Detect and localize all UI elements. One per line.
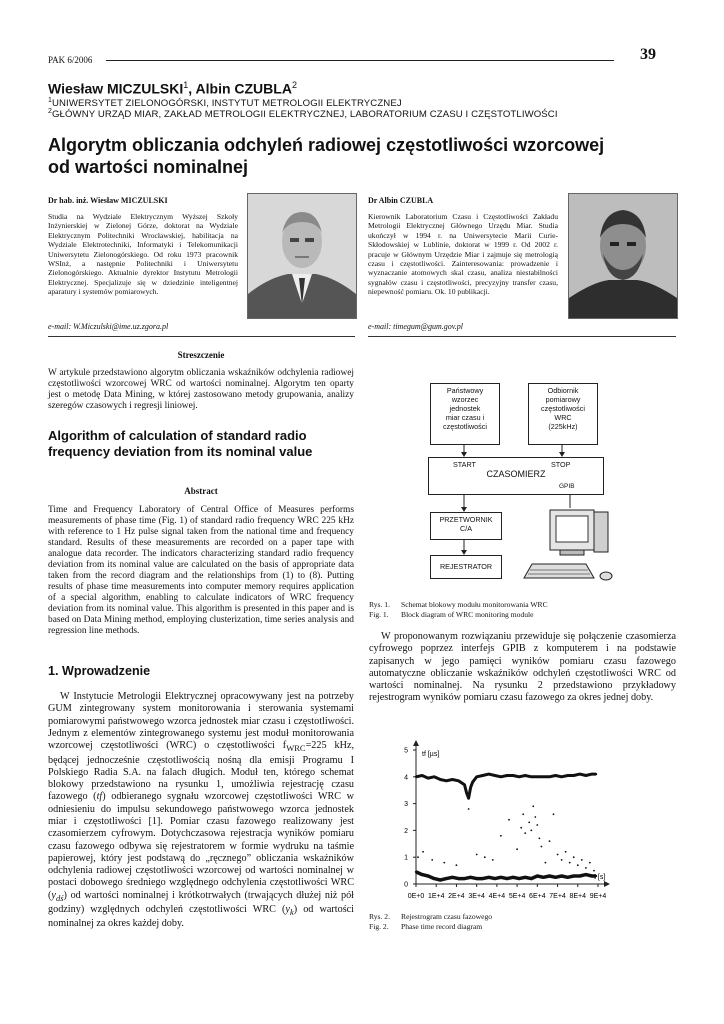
y-axis-arrow	[413, 740, 419, 746]
author-1: Wiesław MICZULSKI	[48, 80, 184, 97]
fig2-en-label: Fig. 2.	[369, 922, 389, 931]
data-point	[530, 877, 532, 879]
data-point	[494, 877, 496, 879]
data-point	[585, 873, 587, 875]
data-point	[506, 774, 508, 776]
box-converter	[430, 512, 502, 540]
converter-line-2: C/A	[460, 524, 472, 533]
data-point	[528, 822, 530, 824]
data-point	[536, 875, 538, 877]
data-point	[427, 777, 429, 779]
author-2-photo	[568, 193, 678, 319]
data-point	[581, 859, 583, 861]
data-point	[516, 848, 518, 850]
x-tick-label: 3E+4	[468, 893, 485, 900]
data-point	[476, 877, 478, 879]
data-point	[469, 786, 471, 788]
data-point	[463, 877, 465, 879]
data-point	[465, 792, 467, 794]
s1-tf: tf	[96, 791, 103, 803]
x-tick-label: 0E+0	[407, 893, 425, 900]
fig1-pl-label: Rys. 1.	[369, 600, 391, 609]
data-point	[567, 876, 569, 878]
bio-1-name: Dr hab. inż. Wiesław MICZULSKI	[48, 196, 168, 205]
data-point	[577, 864, 579, 866]
x-axis-arrow	[604, 881, 610, 887]
affiliation-2-text: GŁÓWNY URZĄD MIAR, ZAKŁAD METROLOGII ELEKTRYCZNEJ, LABORATORIUM CZASU I CZĘSTOTLIWOŚCI	[52, 109, 558, 121]
box-national-standard	[430, 383, 500, 445]
data-point	[508, 819, 510, 821]
streszczenie-text: W artykule przedstawiono algorytm obliczania wskaźników odchylenia radiowej częstotliwości wzorcowej WRC od wartości nominalnej. Algorytm ten oparty jest o metodę Data Mining, w której zastosowano metody grupowania, analizy szeregów czasowych i regresji liniowej.	[48, 368, 354, 411]
fig1-en-label: Fig. 1.	[369, 610, 389, 619]
x-tick-label: 9E+4	[589, 893, 607, 900]
data-point	[422, 851, 424, 853]
english-title: Algorithm of calculation of standard radio frequency deviation from its nominal value	[48, 428, 313, 459]
abstract-text: Time and Frequency Laboratory of Central Office of Measures performs measurements of phase time (Fig. 1) of standard radio frequency WRC 225 kHz with reference to 1 Hz pulse signal taken from the national time and frequency standard. Results of these measurements are recorded on a paper tape with analogue data recorder. The indicators characterizing standard radio frequency deviation from its nominal value are calculated on the basis of appropriate data taken from the record diagram and the relationships from (1) to (8). Putting results of phase time measurements into computer memory requires application of a special algorithm, enabling to calculate indicators of WRC frequency deviation from its nominal value. This algorithm is presented in this paper and is based on Data Mining method, employing clusterization, time series analysis and regression line methods.	[48, 505, 354, 636]
data-point	[554, 876, 556, 878]
data-point	[579, 875, 581, 877]
box-standard-line-1: Państwowy	[446, 386, 484, 395]
data-point	[534, 816, 536, 818]
chart-axes	[413, 740, 610, 887]
data-point	[557, 854, 559, 856]
streszczenie-heading: Streszczenie	[177, 350, 225, 360]
authors-line	[48, 80, 297, 97]
y-tick-label: 2	[404, 827, 408, 835]
data-point	[536, 776, 538, 778]
data-point	[524, 774, 526, 776]
data-point	[488, 876, 490, 878]
fig2-pl-text: Rejestrogram czasu fazowego	[401, 912, 493, 921]
x-tick-label: 7E+4	[549, 893, 566, 900]
data-point	[457, 780, 459, 782]
data-point	[522, 813, 524, 815]
data-point	[506, 877, 508, 879]
data-point	[468, 808, 470, 810]
x-tick-label: 2E+4	[448, 893, 465, 900]
fig1-pl-text: Schemat blokowy modułu monitorowania WRC	[401, 600, 548, 609]
data-point	[471, 781, 473, 783]
data-point	[500, 835, 502, 837]
data-point	[593, 870, 595, 872]
data-point	[433, 776, 435, 778]
s1-sub-wrc: WRC	[286, 743, 306, 754]
data-point	[482, 774, 484, 776]
data-point	[445, 780, 447, 782]
data-point	[567, 774, 569, 776]
abstract-heading: Abstract	[184, 486, 218, 496]
data-point	[561, 859, 563, 861]
s1-yd: y	[51, 889, 56, 901]
data-point	[542, 776, 544, 778]
data-point	[512, 876, 514, 878]
x-tick-label: 5E+4	[508, 893, 526, 900]
data-point	[482, 877, 484, 879]
box-receiver-line-5: (225kHz)	[548, 422, 578, 431]
data-point	[553, 813, 555, 815]
section-1-heading: 1. Wprowadzenie	[48, 664, 151, 678]
series-band-0	[416, 774, 596, 798]
figure-1-caption-pl	[369, 600, 548, 610]
data-point	[541, 846, 543, 848]
box-wrc-receiver	[528, 383, 598, 445]
counter-label: CZASOMIERZ	[486, 469, 546, 479]
figure-2-caption-en	[369, 922, 482, 932]
figure-2-chart	[388, 738, 620, 910]
data-point	[524, 876, 526, 878]
data-point	[591, 773, 593, 775]
box-receiver-line-4: WRC	[554, 413, 572, 422]
figure-2-caption-pl	[369, 912, 492, 922]
y-tick-label: 4	[404, 774, 408, 782]
section-1-paragraph	[48, 691, 354, 931]
bio-1-email: e-mail: W.Miczulski@ime.uz.zgora.pl	[48, 322, 169, 331]
data-point	[585, 867, 587, 869]
data-point	[549, 840, 551, 842]
data-point	[542, 876, 544, 878]
converter-line-1: PRZETWORNIK	[439, 515, 493, 524]
counter-start-label: START	[453, 460, 476, 469]
data-point	[565, 851, 567, 853]
data-point	[439, 778, 441, 780]
data-point	[492, 859, 494, 861]
header-rule	[106, 60, 614, 61]
computer-icon	[524, 510, 612, 580]
affiliation-1-text: UNIWERSYTET ZIELONOGÓRSKI, INSTYTUT METROLOGII ELEKTRYCZNEJ	[52, 98, 402, 110]
data-point	[560, 776, 562, 778]
box-receiver-line-1: Odbiornik	[547, 386, 579, 395]
box-standard-line-4: miar czasu i	[445, 413, 485, 422]
data-point	[554, 774, 556, 776]
data-point	[484, 856, 486, 858]
x-axis-label: t [s]	[594, 874, 606, 881]
fig1-en-text: Block diagram of WRC monitoring module	[401, 610, 534, 619]
data-point	[512, 774, 514, 776]
affiliation-1-sup: 1	[48, 97, 52, 104]
fig2-pl-label: Rys. 2.	[369, 912, 391, 921]
fig2-en-text: Phase time record diagram	[401, 922, 483, 931]
bio-1-text: Studia na Wydziale Elektrycznym Wyższej Szkoły Inżynierskiej w Zielonej Górze, doktorat na Wydziale Elektrycznym Politechniki Wrocławskiej, habilitacja na Wydziale Elektrotechniki, Informatyki i Telekomunikacji Uniwersytetu Zielonogórskiego. Od roku 1973 pracownik WSInż, a następnie Politechniki i Uniwersytetu Zielonogórskiego. Aktualnie dyrektor Instytutu Metrologii Elektrycznej. Specjalizuje się w dziedzinie inteligentnej aparatury i systemów pomiarowych.	[48, 212, 238, 297]
x-tick-label: 8E+4	[569, 893, 587, 900]
s1-yk-sub: k	[289, 907, 294, 918]
data-point	[473, 778, 475, 780]
data-point	[548, 776, 550, 778]
data-point	[520, 827, 522, 829]
data-point	[585, 774, 587, 776]
paper-title: Algorytm obliczania odchyleń radiowej częstotliwości wzorcowej od wartości nominalnej	[48, 135, 605, 177]
data-point	[524, 832, 526, 834]
chart-points	[415, 773, 597, 881]
data-point	[573, 856, 575, 858]
data-point	[518, 776, 520, 778]
box-recorder: REJESTRATOR	[430, 555, 502, 579]
y-tick-label: 1	[404, 854, 408, 862]
data-point	[421, 873, 423, 875]
data-point	[579, 773, 581, 775]
data-point	[530, 830, 532, 832]
data-point	[451, 876, 453, 878]
box-receiver-line-3: częstotliwości	[541, 404, 585, 413]
x-tick-label: 4E+4	[488, 893, 506, 900]
author-2: Albin CZUBLA	[195, 80, 292, 97]
journal-issue: PAK 6/2006	[48, 55, 93, 65]
counter-stop-label: STOP	[551, 460, 571, 469]
y-tick-label: 0	[404, 881, 408, 889]
box-standard-line-2: wzorzec	[451, 395, 479, 404]
s1-text-c: =225 kHz, będącej jednocześnie częstotliwością nośną dla emisji Programu I Polskiego Radia S.A. na falach długich. Moduł ten, którego schemat blokowy przedstawiono na rysunku 1, umożliwia rejestrację czasu fazowego (	[48, 740, 355, 803]
data-point	[415, 776, 417, 778]
data-point	[427, 875, 429, 877]
y-tick-label: 5	[404, 747, 408, 755]
affiliation-2-sup: 2	[48, 108, 52, 115]
data-point	[431, 859, 433, 861]
author-1-portrait-graphic	[248, 194, 356, 318]
data-point	[532, 805, 534, 807]
bio-2-name: Dr Albin CZUBLA	[368, 196, 434, 205]
data-point	[539, 838, 541, 840]
author-2-sup: 2	[291, 80, 297, 90]
data-point	[494, 774, 496, 776]
data-point	[463, 784, 465, 786]
data-point	[451, 778, 453, 780]
s1-text-a: W Instytucie Metrologii Elektrycznej opracowywany jest na potrzeby GUM zintegrowany system monitorowania i sterowania systemami pomiarowymi państwowego wzorca jednostek miar czasu i częstotliwości. Jednym z elementów zintegrowanego systemu jest moduł monitorowania wzorcowej częstotliwości	[48, 691, 354, 752]
author-1-sup: 1	[183, 80, 189, 90]
y-tick-label: 3	[404, 801, 408, 809]
data-point	[548, 875, 550, 877]
data-point	[476, 776, 478, 778]
data-point	[560, 875, 562, 877]
data-point	[415, 871, 417, 873]
data-point	[443, 862, 445, 864]
s1-text-e: ) od wartości nominalnej i krótkotrwałych (trwających dłużej niż pół godziny) względnych odchyleń częstotliwości WRC (	[48, 889, 354, 916]
y-axis-label: tf [µs]	[422, 751, 440, 758]
bio-2-rule	[368, 336, 676, 337]
data-point	[417, 856, 419, 858]
data-point	[433, 877, 435, 879]
box-standard-line-3: jednostek	[449, 404, 481, 413]
bio-2-email: e-mail: timegum@gum.gov.pl	[368, 322, 463, 331]
data-point	[591, 875, 593, 877]
data-point	[545, 862, 547, 864]
data-point	[500, 876, 502, 878]
data-point	[421, 774, 423, 776]
bio-2-text: Kierownik Laboratorium Czasu i Częstotliwości Zakładu Metrologii Elektrycznej Głównego Urzędu Miar. Studia ukończył w 1994 r. na Uniwersytecie Marii Curie-Skłodowskiej w Lublinie, doktorat w 1999 r. Od 2002 r. pracuje w Głównym Urzędzie Miar i zajmuje się metrologią czasu i częstotliwości. Zainteresowania: prowadzenie i wyznaczanie atomowych skal czasu, analiza niestabilności sygnałów czasu i częstotliwości, precyzyjny transfer czasu, niepewność pomiaru. Ok. 10 publikacji.	[368, 212, 558, 297]
right-column-paragraph: W proponowanym rozwiązaniu przewiduje się połączenie czasomierza cyfrowego poprzez interfejs GPIB z komputerem i na podstawie zapisanych w jego pamięci wyników pomiaru czasu fazowego automatyczne obliczanie wskaźników odchyleń częstotliwości WRC od wartości nominalnej. Na rysunku 2 przedstawiono przykładowy rejestrogram wyników pomiaru czasu fazowego za okres jednej doby.	[369, 631, 676, 704]
data-point	[589, 862, 591, 864]
data-point	[488, 773, 490, 775]
data-point	[476, 854, 478, 856]
author-separator: ,	[188, 80, 196, 97]
author-2-portrait-graphic	[569, 194, 677, 318]
figure-1-caption-en	[369, 610, 534, 620]
author-1-photo	[247, 193, 357, 319]
s1-yk: y	[285, 904, 290, 916]
data-point	[456, 864, 458, 866]
data-point	[467, 797, 469, 799]
figure-1-block-diagram	[420, 378, 620, 593]
box-receiver-line-2: pomiarowy	[545, 395, 581, 404]
s1-text-d: ) odbieranego sygnału wzorcowej częstotliwości WRC w odniesieniu do impulsu sekundowego państwowego wzorca jednostek miar i częstotliwości [1]. Pomiar czasu fazowego realizowany jest czasomierzem cyfrowym. Dotychczasowa rejestracja wyników pomiaru czasu fazowego odbywa się rejestratorem w formie wydruku na taśmie papierowej, który jest podstawą do „ręcznego” obliczania wskaźników odchylenia radiowej częstotliwości wzorcowej od wartości nominalnej w postaci dobowego średniego względnego odchylenia częstotliwości WRC (	[48, 791, 354, 901]
affiliation-2	[48, 108, 558, 120]
s1-yd-sub: dś	[55, 892, 64, 903]
data-point	[595, 773, 597, 775]
s1-text-f: ) od wartości nominalnej za okres każdej doby.	[48, 904, 355, 930]
x-tick-label: 1E+4	[427, 893, 445, 900]
data-point	[573, 774, 575, 776]
data-point	[469, 876, 471, 878]
data-point	[500, 776, 502, 778]
s1-text-b: (WRC) o częstotliwości f	[166, 740, 287, 752]
data-point	[530, 776, 532, 778]
bio-1-rule	[48, 336, 355, 337]
box-counter	[428, 457, 604, 495]
data-point	[569, 862, 571, 864]
data-point	[518, 877, 520, 879]
data-point	[445, 877, 447, 879]
page-number: 39	[640, 46, 656, 63]
x-tick-label: 6E+4	[529, 893, 546, 900]
data-point	[573, 875, 575, 877]
gpib-label: GPIB	[559, 483, 575, 490]
data-point	[457, 877, 459, 879]
data-point	[439, 879, 441, 881]
box-standard-line-5: częstotliwości	[443, 422, 487, 431]
data-point	[536, 824, 538, 826]
